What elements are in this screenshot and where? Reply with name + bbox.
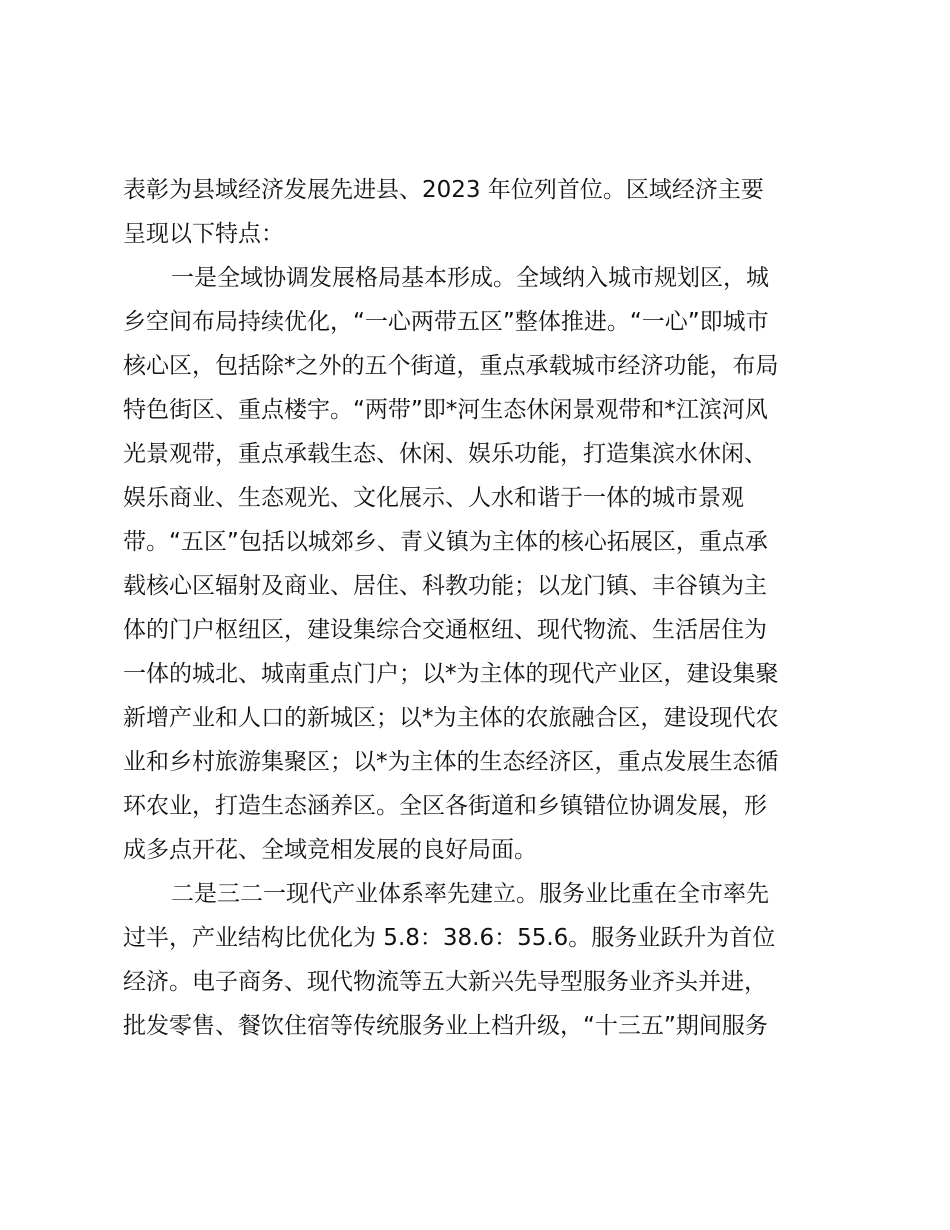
- text-line: 新增产业和人口的新城区；以*为主体的农旅融合区，建设现代农: [123, 705, 779, 731]
- text-line: 特色街区、重点楼宇。“两带”即*河生态休闲景观带和*江滨河风: [123, 397, 768, 423]
- text-line: 娱乐商业、生态观光、文化展示、人水和谐于一体的城市景观: [123, 485, 744, 511]
- text-line: 过半，产业结构比优化为 5.8：38.6：55.6。服务业跃升为首位: [123, 925, 776, 951]
- body-text: [123, 168, 843, 1048]
- text-line: 批发零售、餐饮住宿等传统服务业上档升级，“十三五”期间服务: [123, 1013, 768, 1039]
- text-line: 核心区，包括除*之外的五个街道，重点承载城市经济功能，布局: [123, 353, 779, 379]
- text-line: 成多点开花、全域竞相发展的良好局面。: [123, 837, 537, 863]
- text-line: 呈现以下特点：: [123, 221, 284, 247]
- text-line: 体的门户枢纽区，建设集综合交通枢纽、现代物流、生活居住为: [123, 617, 767, 643]
- text-line: 经济。电子商务、现代物流等五大新兴先导型服务业齐头并进，: [123, 969, 767, 995]
- text-line: 光景观带，重点承载生态、休闲、娱乐功能，打造集滨水休闲、: [123, 441, 767, 467]
- text-line: 业和乡村旅游集聚区；以*为主体的生态经济区，重点发展生态循: [123, 749, 779, 775]
- text-line: 环农业，打造生态涵养区。全区各街道和乡镇错位协调发展，形: [123, 793, 767, 819]
- text-line: 载核心区辐射及商业、居住、科教功能；以龙门镇、丰谷镇为主: [123, 573, 767, 599]
- text-line: 二是三二一现代产业体系率先建立。服务业比重在全市率先: [171, 881, 769, 907]
- text-line: 乡空间布局持续优化，“一心两带五区”整体推进。“一心”即城市: [123, 309, 769, 335]
- text-line: 一是全域协调发展格局基本形成。全域纳入城市规划区，城: [171, 265, 769, 291]
- text-line: 表彰为县域经济发展先进县、2023 年位列首位。区域经济主要: [123, 177, 764, 203]
- text-line: 一体的城北、城南重点门户；以*为主体的现代产业区，建设集聚: [123, 661, 779, 687]
- text-line: 带。“五区”包括以城郊乡、青义镇为主体的核心拓展区，重点承: [123, 529, 768, 555]
